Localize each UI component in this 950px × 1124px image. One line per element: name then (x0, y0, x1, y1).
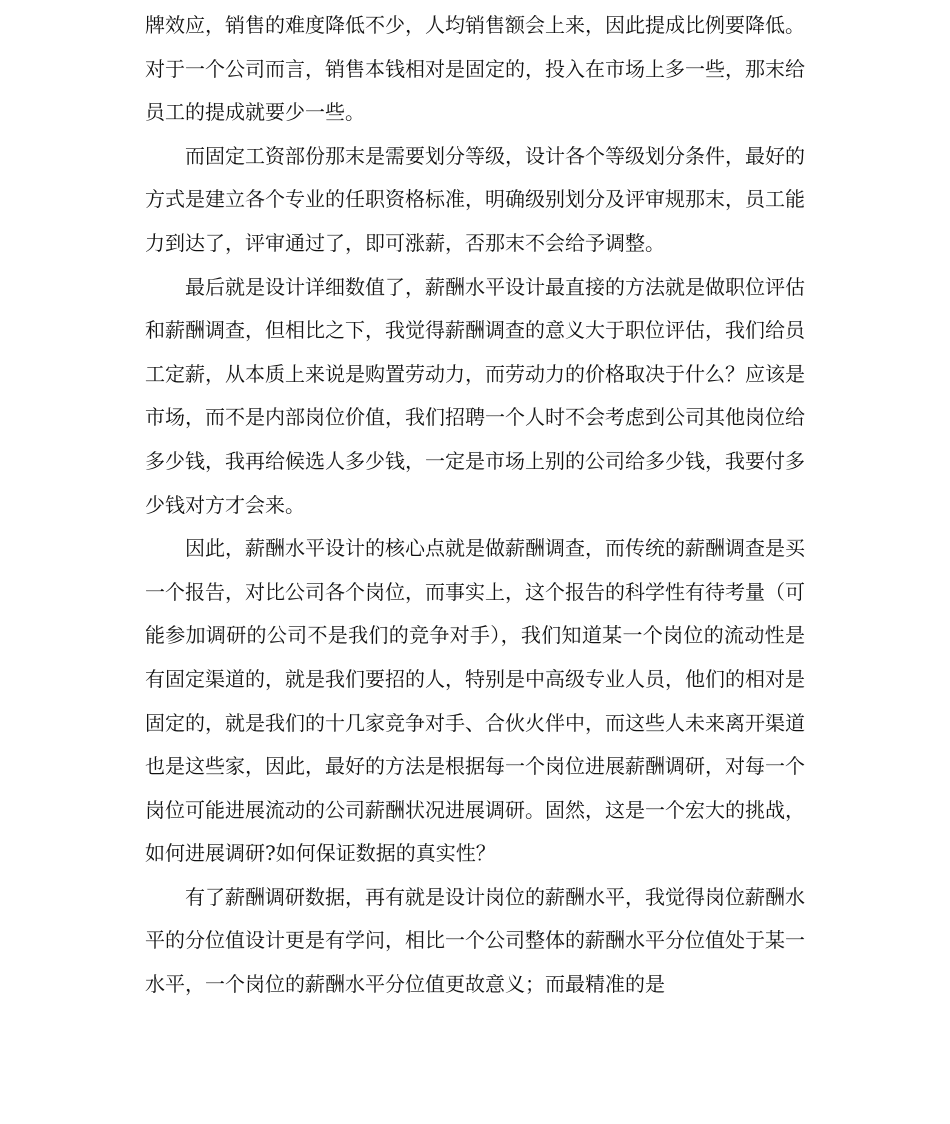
paragraph-salary-survey: 因此，薪酬水平设计的核心点就是做薪酬调查，而传统的薪酬调查是买一个报告，对比公司各个岗位，而事实上，这个报告的科学性有待考量（可能参加调研的公司不是我们的竞争对手），我们知道某一个岗位的流动性是有固定渠道的，就是我们要招的人，特别是中高级专业人员，他们的相对是固定的，就是我们的十几家竞争对手、合伙火伴中，而这些人未来离开渠道也是这些家，因此，最好的方法是根据每一个岗位进展薪酬调研，对每一个岗位可能进展流动的公司薪酬状况进展调研。固然，这是一个宏大的挑战，如何进展调研?如何保证数据的真实性？ (145, 536, 805, 866)
paragraph-continued: 牌效应，销售的难度降低不少，人均销售额会上来，因此提成比例要降低。对于一个公司而言，销售本钱相对是固定的，投入在市场上多一些，那末给员工的提成就要少一些。 (145, 13, 805, 125)
paragraph-salary-values: 最后就是设计详细数值了，薪酬水平设计最直接的方法就是做职位评估和薪酬调查，但相比之下，我觉得薪酬调查的意义大于职位评估，我们给员工定薪，从本质上来说是购置劳动力，而劳动力的价格取决于什么？应该是市场，而不是内部岗位价值，我们招聘一个人时不会考虑到公司其他岗位给多少钱，我再给候选人多少钱，一定是市场上别的公司给多少钱，我要付多少钱对方才会来。 (145, 274, 805, 517)
paragraph-fixed-salary: 而固定工资部份那末是需要划分等级，设计各个等级划分条件，最好的方式是建立各个专业的任职资格标准，明确级别划分及评审规那末，员工能力到达了，评审通过了，即可涨薪，否那末不会给予调整。 (145, 143, 805, 255)
paragraph-salary-level: 有了薪酬调研数据，再有就是设计岗位的薪酬水平，我觉得岗位薪酬水平的分位值设计更是有学问，相比一个公司整体的薪酬水平分位值处于某一水平，一个岗位的薪酬水平分位值更故意义；而最精准的是 (145, 884, 805, 997)
document-body (145, 4, 805, 1007)
